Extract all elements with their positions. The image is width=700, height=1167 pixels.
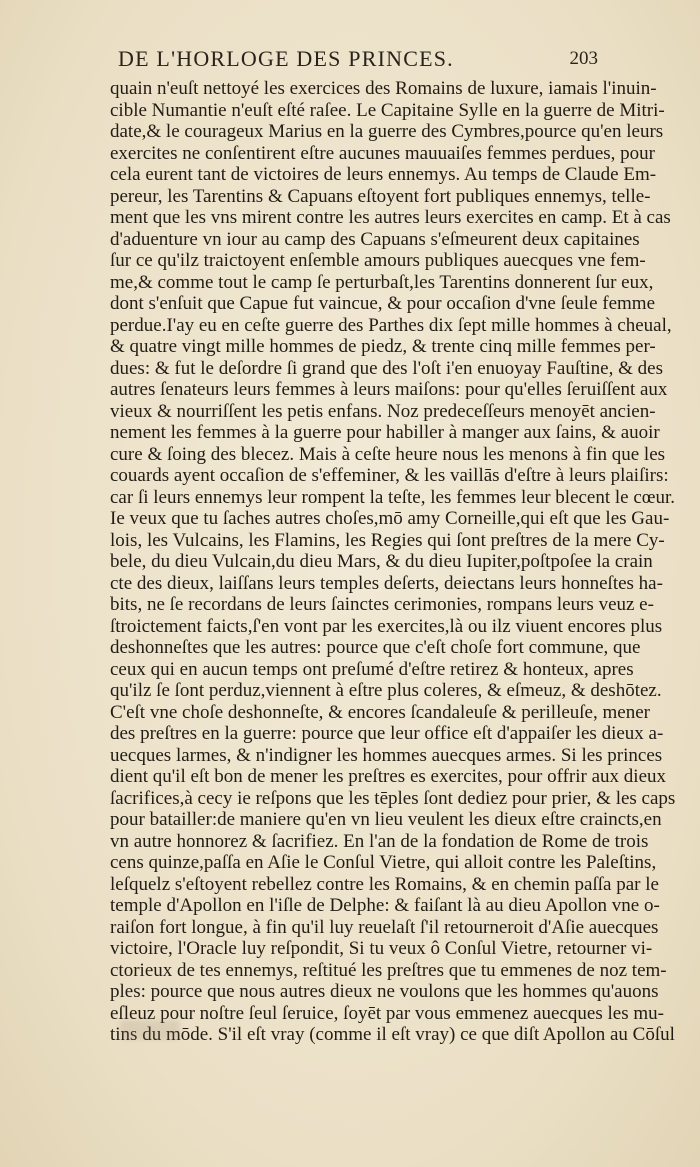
text-line: uecques larmes, & n'indigner les hommes auecques armes. Si les princes [110,744,663,766]
text-line: ceux qui en aucun temps ont preſumé d'eſtre retirez & honteux, apres [110,658,634,680]
text-line: pereur, les Tarentins & Capuans eſtoyent fort publiques ennemys, telle- [110,185,651,207]
text-line: dient qu'il eſt bon de mener les preſtres es exercites, pour offrir aux dieux [110,766,667,787]
text-line: tins du mōde. S'il eſt vray (comme il eſt vray) ce que diſt Apollon au Cōſul [110,1024,675,1045]
text-line: C'eſt vne choſe deshonneſte, & encores ſcandaleuſe & perilleuſe, mener [110,701,650,723]
text-line: perdue.I'ay eu en ceſte guerre des Parthes dix ſept mille hommes à cheual, [110,314,672,336]
text-line: des preſtres en la guerre: pource que leur office eſt d'appaiſer les dieux a- [110,723,664,744]
text-line: qu'ilz ſe ſont perduz,viennent à eſtre plus coleres, & eſmeuz, & deshōtez. [110,680,662,701]
text-line: quain n'euſt nettoyé les exercices des Romains de luxure, iamais l'inuin- [110,78,657,99]
text-line: autres ſenateurs leurs femmes à leurs maiſons: pour qu'elles ſeruiſſent aux [110,379,668,400]
text-line: cible Numantie n'euſt eſté raſee. Le Capitaine Sylle en la guerre de Mitri- [110,99,665,121]
text-line: deshonneſtes que les autres: pource que c'eſt choſe fort commune, que [110,637,641,658]
text-line: bele, du dieu Vulcain,du dieu Mars, & du dieu Iupiter,poſtpoſee la crain [110,551,653,572]
running-title: DE L'HORLOGE DES PRINCES. [118,46,454,71]
body-text [110,78,676,1046]
text-line: pour batailler:de maniere qu'en vn lieu veulent les dieux eſtre craincts,en [110,809,662,830]
text-line: temple d'Apollon en l'iſle de Delphe: & faiſant là au dieu Apollon vne o- [110,895,660,916]
text-line: lois, les Vulcains, les Flamins, les Regies qui ſont preſtres de la mere Cy- [110,529,665,551]
text-line: bits, ne ſe recordans de leurs ſainctes cerimonies, rompans leurs veuz e- [110,594,654,615]
text-line: dues: & fut le deſordre ſi grand que des l'oſt i'en enuoyay Fauſtine, & des [110,357,663,379]
text-line: car ſi leurs ennemys leur rompent la teſte, les femmes leur blecent le cœur. [110,486,676,508]
text-line: date,& le courageux Marius en la guerre des Cymbres,pource qu'en leurs [110,121,664,142]
text-line: couards ayent occaſion de s'effeminer, & les vaillās d'eſtre à leurs plaiſirs: [110,465,669,486]
text-line: raiſon fort longue, à fin qu'il luy reuelaſt ſ'il retourneroit d'Aſie auecques [110,916,659,938]
text-line: leſquelz s'eſtoyent rebellez contre les Romains, & en chemin paſſa par le [110,873,659,895]
text-line: cela eurent tant de victoires de leurs ennemys. Au temps de Claude Em- [110,164,657,185]
text-line: cte des dieux, laiſſans leurs temples deſerts, deiectans leurs honneſtes ha- [110,572,663,594]
text-line: ment que les vns mirent contre les autres leurs exercites en camp. Et à cas [110,207,671,228]
text-line: Ie veux que tu ſaches autres choſes,mō amy Corneille,qui eſt que les Gau- [110,508,670,529]
text-line: ſur ce qu'ilz traictoyent enſemble amours publiques auecques vne fem- [110,250,646,271]
text-line: & quatre vingt mille hommes de piedz, & trente cinq mille femmes per- [110,336,656,357]
text-line: ſacrifices,à cecy ie reſpons que les tēples ſont dediez pour prier, & les caps [110,787,676,809]
text-line: eſleuz pour noſtre ſeul ſeruice, ſoyēt par vous emmenez auecques les mu- [110,1002,664,1024]
ink-bleed-mark [120,1020,180,1040]
text-line: d'aduenture vn iour au camp des Capuans s'eſmeurent deux capitaines [110,228,640,250]
text-line: ſtroictement faicts,ſ'en vont par les exercites,là ou ilz viuent encores plus [110,615,663,637]
text-line: vn autre honnorez & ſacrifiez. En l'an de la fondation de Rome de trois [110,830,649,852]
text-line: nement les femmes à la guerre pour habiller à manger aux ſains, & auoir [110,422,660,443]
text-line: cens quinze,paſſa en Aſie le Conſul Vietre, qui alloit contre les Paleſtins, [110,852,657,873]
text-line: ples: pource que nous autres dieux ne voulons que les hommes qu'auons [110,981,659,1002]
text-line: victoire, l'Oracle luy reſpondit, Si tu veux ô Conſul Vietre, retourner vi- [110,938,653,959]
text-line: me,& comme tout le camp ſe perturbaſt,les Tarentins donnerent ſur eux, [110,271,654,293]
text-line: dont s'enſuit que Capue fut vaincue, & pour occaſion d'vne ſeule femme [110,293,656,314]
page-number: 203 [569,48,598,69]
text-line: vieux & nourriſſent les petis enfans. Noz predeceſſeurs menoyēt ancien- [110,400,656,422]
text-line: cure & ſoing des bleсez. Mais à ceſte heure nous les menons à fin que les [110,443,666,465]
text-line: exercites ne conſentirent eſtre aucunes mauuaiſes femmes perdues, pour [110,142,655,164]
page-header [118,46,598,76]
text-line: ctorieux de tes ennemys, reſtitué les preſtres que tu emmenes de noz tem- [110,959,667,981]
